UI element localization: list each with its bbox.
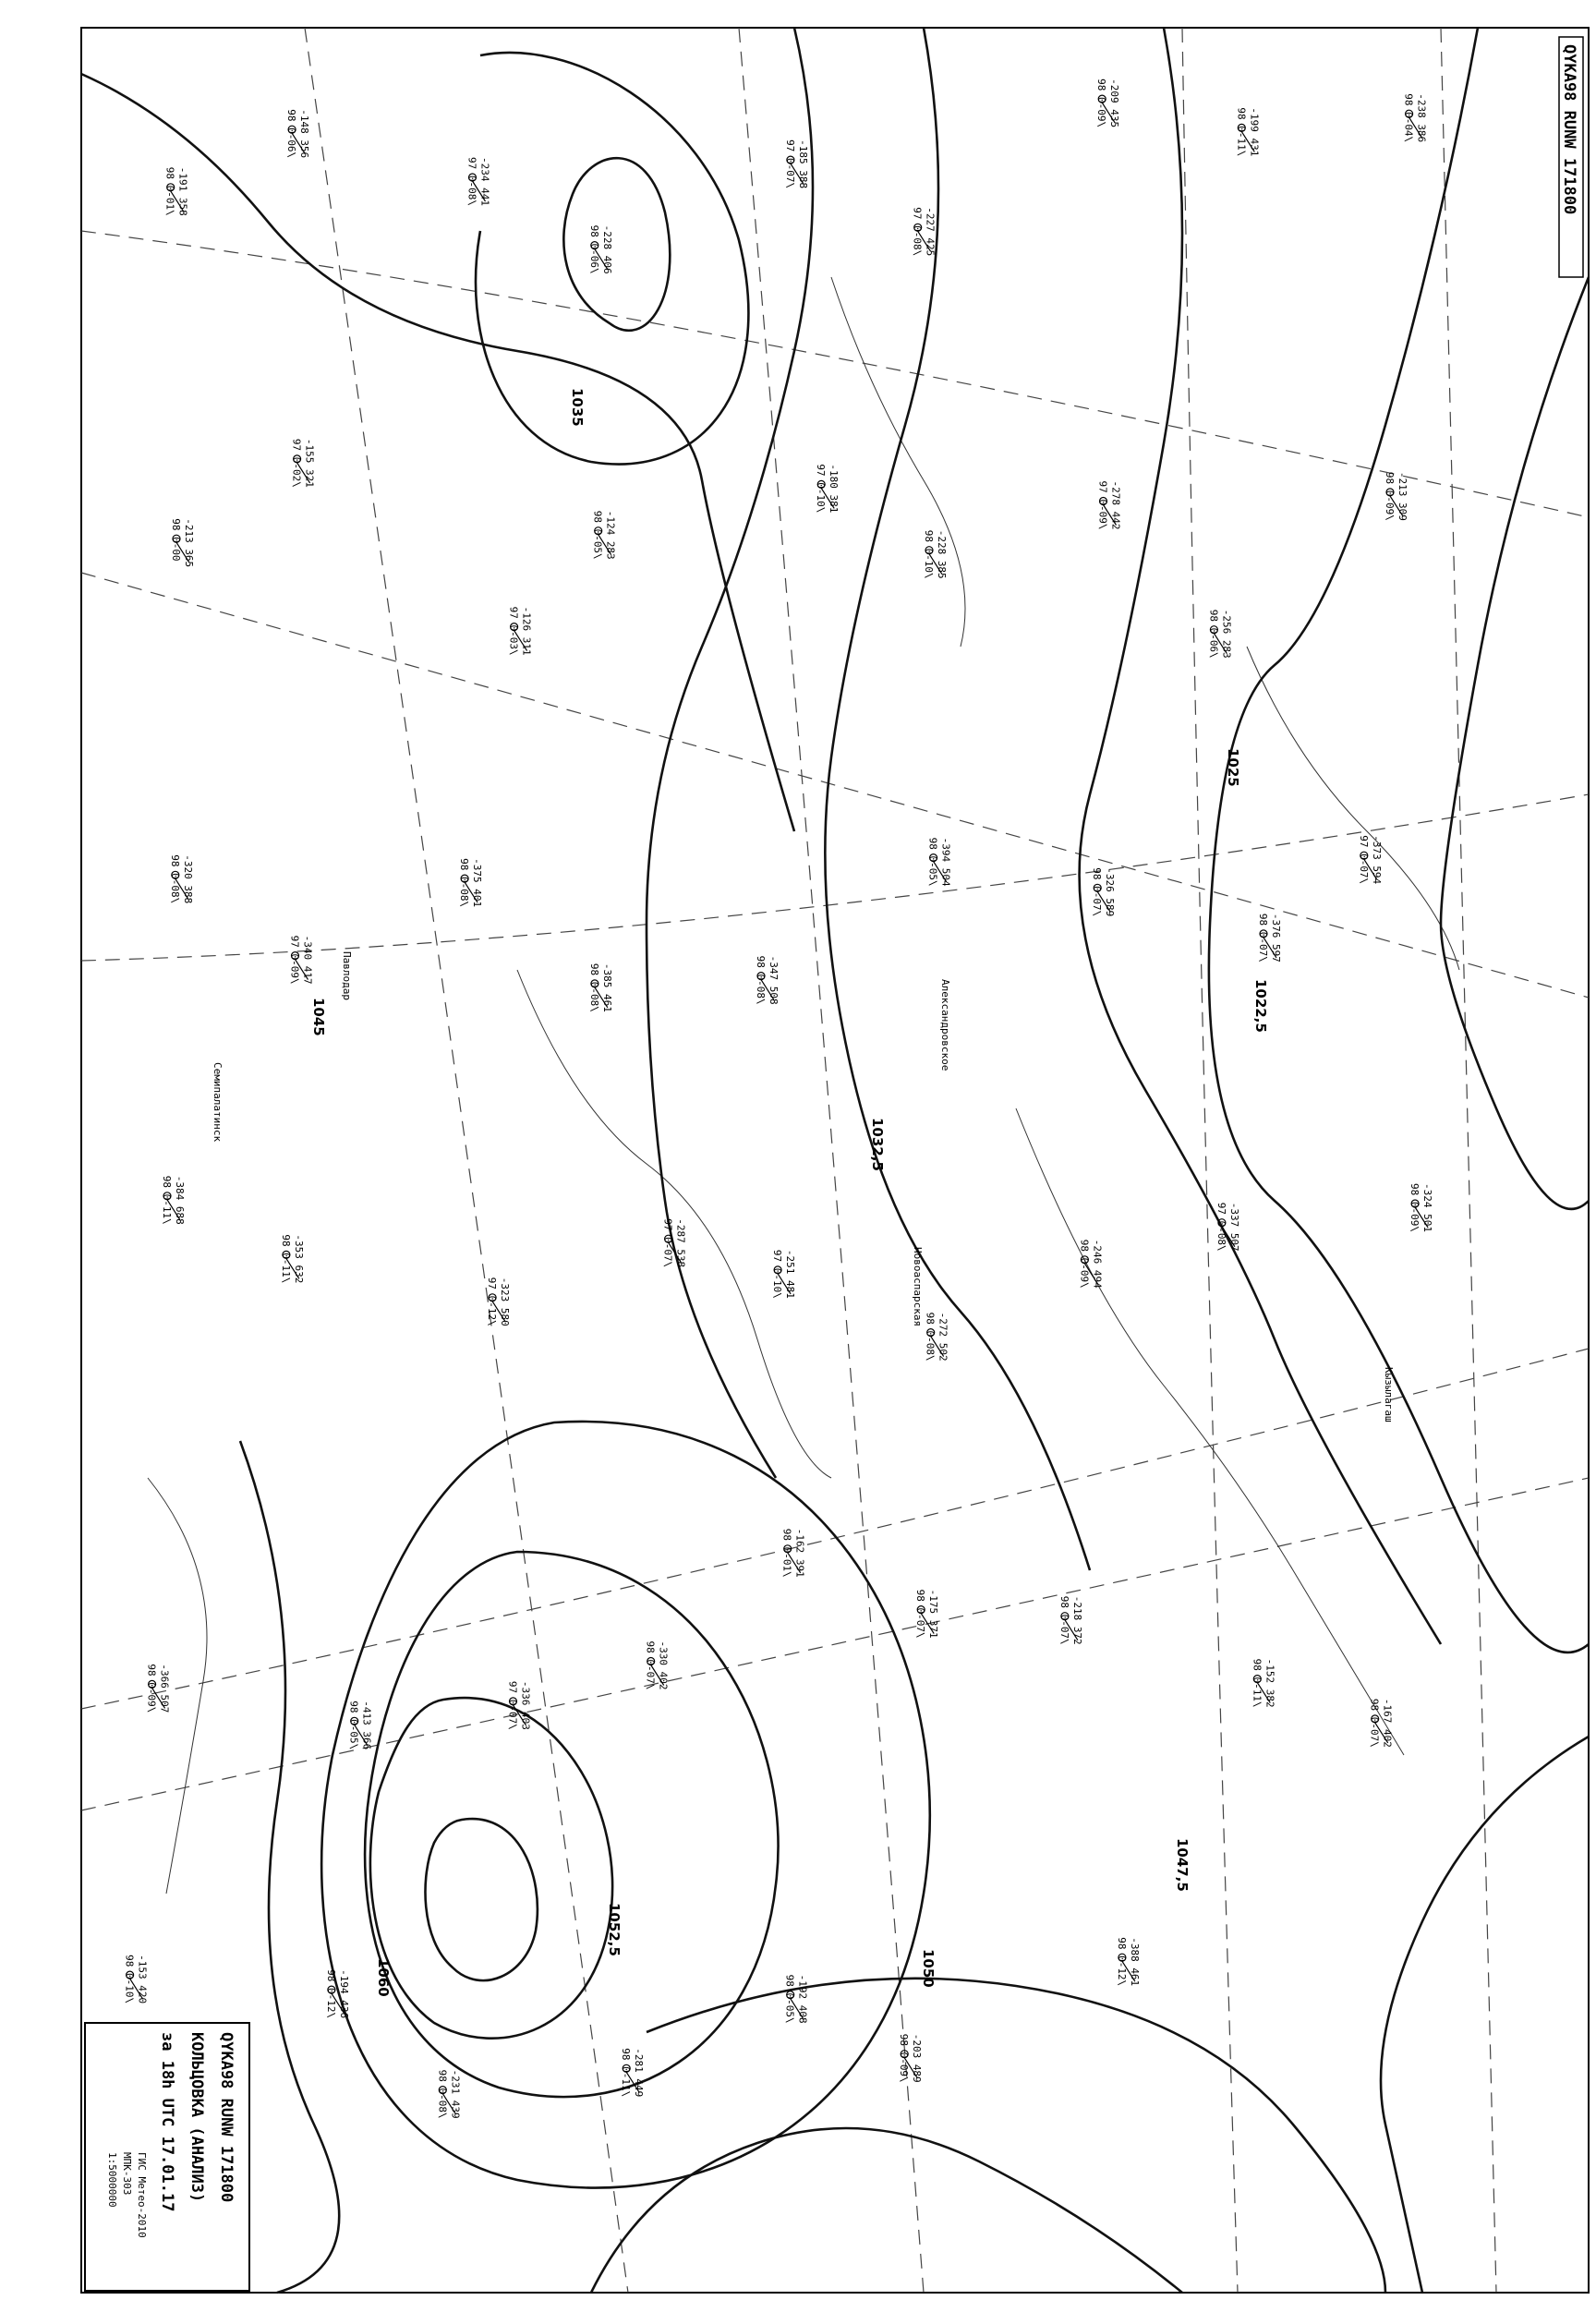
station-plot xyxy=(1251,1659,1276,1708)
place-name: Семипалатинск xyxy=(212,1062,224,1143)
station-state: 98 0-12\ xyxy=(1115,1937,1128,1987)
station-state: 97 0-10\ xyxy=(771,1249,784,1299)
station-temp-pressure: -337 507 xyxy=(1227,1202,1240,1252)
station-state: 98 0-12\ xyxy=(324,1969,337,2019)
station-state: 98 0-00 xyxy=(170,518,182,562)
legend-product: КОЛЬЦОВКА (АНАЛИЗ) xyxy=(187,2032,206,2203)
station-plot xyxy=(1078,1240,1103,1289)
station-temp-pressure: -413 366 xyxy=(360,1701,373,1750)
station-temp-pressure: -281 449 xyxy=(633,2048,646,2098)
legend-valid-time: за 18h UTC 17.01.17 xyxy=(158,2032,176,2212)
station-temp-pressure: -388 461 xyxy=(1128,1937,1141,1987)
station-state: 98 0-05\ xyxy=(591,510,604,560)
legend-box xyxy=(85,2023,249,2291)
station-state: 97 0-09\ xyxy=(1096,480,1109,530)
station-plot xyxy=(1091,867,1116,916)
station-state: 97 0-07\ xyxy=(783,139,796,189)
isobar-label: 1025 xyxy=(1225,748,1241,787)
station-temp-pressure: -385 461 xyxy=(600,962,613,1012)
station-plot xyxy=(784,139,809,188)
station-temp-pressure: -384 688 xyxy=(174,1175,186,1225)
isobar-label: 1032,5 xyxy=(869,1118,886,1171)
station-plot xyxy=(1207,610,1232,659)
station-temp-pressure: -238 386 xyxy=(1415,93,1428,143)
station-state: 98 0-11\ xyxy=(1251,1658,1264,1708)
station-plot xyxy=(592,511,617,560)
station-plot xyxy=(784,1975,809,2024)
station-temp-pressure: -323 580 xyxy=(499,1277,512,1326)
isobar-label: 1052,5 xyxy=(606,1903,623,1956)
station-plot xyxy=(1403,93,1428,142)
station-temp-pressure: -234 441 xyxy=(478,157,491,206)
station-plot xyxy=(169,854,194,903)
isobar-label: 1022,5 xyxy=(1252,979,1269,1033)
station-plot xyxy=(815,464,840,513)
station-state: 98 0-07\ xyxy=(1257,913,1269,962)
station-plot xyxy=(348,1701,373,1749)
station-state: 98 0-05\ xyxy=(783,1974,796,2024)
station-state: 98 0-11\ xyxy=(279,1234,292,1284)
station-plot xyxy=(662,1218,687,1267)
station-plot xyxy=(161,1176,186,1225)
station-state: 98 0-04\ xyxy=(1402,93,1415,143)
station-plot xyxy=(170,518,195,567)
station-state: 98 0-05\ xyxy=(926,837,939,887)
station-plot xyxy=(124,1955,149,2003)
station-plot xyxy=(925,1313,949,1362)
station-temp-pressure: -162 391 xyxy=(793,1528,806,1578)
station-temp-pressure: -231 439 xyxy=(449,2069,462,2119)
station-state: 98 0-08\ xyxy=(924,1312,937,1362)
isobar-label: 1047,5 xyxy=(1174,1838,1191,1892)
station-plot xyxy=(1215,1203,1240,1252)
station-state: 97 0-08\ xyxy=(466,157,478,206)
station-temp-pressure: -324 501 xyxy=(1421,1183,1434,1232)
station-state: 98 0-09\ xyxy=(1384,471,1396,521)
station-state: 98 0-11\ xyxy=(1235,107,1248,157)
station-state: 98 0-01\ xyxy=(163,166,176,216)
station-plot xyxy=(507,1681,532,1730)
station-plot xyxy=(588,225,613,274)
station-state: 98 0-09\ xyxy=(1095,79,1108,128)
station-state: 98 0-09\ xyxy=(145,1664,158,1713)
station-temp-pressure: -124 283 xyxy=(604,510,617,560)
station-plot xyxy=(1097,481,1122,530)
station-plot xyxy=(285,109,310,158)
station-state: 98 0-07\ xyxy=(1368,1698,1381,1748)
isobar-label: 1050 xyxy=(920,1949,937,1988)
station-temp-pressure: -180 381 xyxy=(828,464,840,514)
station-temp-pressure: -203 489 xyxy=(911,2033,924,2083)
station-plot xyxy=(1257,914,1282,962)
station-state: 97 0-08\ xyxy=(911,207,924,257)
station-plot xyxy=(289,936,314,985)
station-state: 98 0-06\ xyxy=(587,224,600,274)
station-temp-pressure: -373 594 xyxy=(1370,835,1383,885)
station-temp-pressure: -336 403 xyxy=(519,1680,532,1730)
station-state: 98 0-11\ xyxy=(161,1175,173,1225)
station-state: 98 0-05\ xyxy=(347,1701,360,1750)
station-state: 98 0-01\ xyxy=(780,1528,793,1578)
station-temp-pressure: -227 425 xyxy=(924,207,937,257)
station-temp-pressure: -376 597 xyxy=(1270,913,1282,962)
station-temp-pressure: -353 632 xyxy=(292,1234,305,1284)
station-temp-pressure: -199 431 xyxy=(1248,107,1261,157)
station-plot xyxy=(436,2070,461,2119)
station-plot xyxy=(898,2034,923,2083)
station-temp-pressure: -218 372 xyxy=(1070,1595,1083,1645)
station-temp-pressure: -209 435 xyxy=(1108,79,1121,128)
station-state: 98 0-11\ xyxy=(620,2048,633,2098)
station-temp-pressure: -213 365 xyxy=(183,518,195,568)
station-temp-pressure: -366 507 xyxy=(158,1664,171,1713)
station-temp-pressure: -155 321 xyxy=(303,438,316,488)
station-state: 98 0-07\ xyxy=(914,1589,927,1639)
station-state: 97 0-07\ xyxy=(506,1680,519,1730)
station-plot xyxy=(771,1250,796,1299)
station-plot xyxy=(1369,1699,1394,1748)
station-state: 98 0-07\ xyxy=(1058,1595,1070,1645)
station-temp-pressure: -340 417 xyxy=(301,935,314,985)
station-state: 97 0-10\ xyxy=(815,464,828,514)
station-plot xyxy=(588,963,613,1012)
isobar-label: 1045 xyxy=(310,998,327,1036)
legend-scale: 1:5000000 xyxy=(106,2152,118,2208)
station-temp-pressure: -272 502 xyxy=(937,1312,949,1362)
station-temp-pressure: -213 309 xyxy=(1396,471,1409,521)
station-plot xyxy=(325,1969,350,2018)
station-state: 97 0-02\ xyxy=(290,438,303,488)
station-state: 98 0-06\ xyxy=(285,109,298,159)
station-state: 98 0-08\ xyxy=(168,854,181,904)
station-plot xyxy=(781,1529,806,1578)
station-plot xyxy=(912,207,937,256)
station-temp-pressure: -191 358 xyxy=(176,166,189,216)
station-plot xyxy=(914,1590,939,1639)
station-state: 97 0-07\ xyxy=(1357,835,1370,885)
station-plot xyxy=(486,1277,511,1326)
station-state: 97 0-12\ xyxy=(486,1277,499,1326)
station-temp-pressure: -251 481 xyxy=(784,1249,797,1299)
station-state: 98 0-06\ xyxy=(1207,609,1220,659)
station-temp-pressure: -175 371 xyxy=(927,1589,940,1639)
station-temp-pressure: -320 388 xyxy=(181,854,194,904)
station-state: 98 0-10\ xyxy=(923,529,935,579)
station-plot xyxy=(164,167,189,216)
isobar-label: 1060 xyxy=(375,1958,392,1997)
station-temp-pressure: -326 589 xyxy=(1104,867,1117,917)
station-state: 98 0-07\ xyxy=(644,1640,657,1690)
station-state: 98 0-09\ xyxy=(1409,1183,1421,1232)
station-plot xyxy=(146,1664,171,1713)
station-state: 98 0-07\ xyxy=(1091,867,1104,917)
station-plot xyxy=(1116,1937,1141,1986)
station-state: 98 0-09\ xyxy=(898,2033,911,2083)
station-temp-pressure: -167 402 xyxy=(1381,1698,1394,1748)
station-temp-pressure: -148 356 xyxy=(298,109,311,159)
station-temp-pressure: -194 436 xyxy=(337,1969,350,2019)
station-plot xyxy=(1409,1183,1433,1232)
station-plot xyxy=(923,530,948,579)
station-plot xyxy=(1384,472,1409,521)
station-plot xyxy=(1095,79,1120,127)
station-state: 98 0-08\ xyxy=(436,2069,449,2119)
station-temp-pressure: -152 382 xyxy=(1264,1658,1276,1708)
legend-org: ГИС Метео-2010 xyxy=(136,2152,148,2238)
place-name: Павлодар xyxy=(341,951,353,1000)
station-temp-pressure: -192 408 xyxy=(796,1974,809,2024)
station-plot xyxy=(1235,107,1260,156)
station-plot xyxy=(458,858,483,907)
station-state: 97 0-08\ xyxy=(1215,1202,1227,1252)
place-name: Новоаспарская xyxy=(912,1247,924,1327)
station-state: 97 0-09\ xyxy=(288,935,301,985)
station-plot xyxy=(755,956,780,1005)
header-code-run: QYKA98 RUNW 171800 xyxy=(1560,44,1578,215)
legend-proj: МПК-303 xyxy=(121,2152,133,2196)
station-plot xyxy=(466,157,491,206)
station-state: 98 0-09\ xyxy=(1078,1239,1091,1289)
station-temp-pressure: -330 402 xyxy=(657,1640,670,1690)
station-temp-pressure: -375 401 xyxy=(471,858,484,908)
isobar-label: 1035 xyxy=(569,388,586,427)
station-temp-pressure: -246 494 xyxy=(1091,1239,1104,1289)
station-state: 98 0-10\ xyxy=(123,1955,136,2004)
station-temp-pressure: -394 504 xyxy=(939,837,952,887)
header-box xyxy=(1559,37,1583,277)
station-plot xyxy=(1358,835,1383,884)
station-temp-pressure: -287 538 xyxy=(674,1218,687,1268)
station-state: 97 0-03\ xyxy=(507,606,520,656)
station-plot xyxy=(508,607,533,656)
station-temp-pressure: -126 311 xyxy=(520,606,533,656)
place-name: Александровское xyxy=(939,979,951,1071)
station-plot xyxy=(291,439,316,488)
station-temp-pressure: -278 442 xyxy=(1109,480,1122,530)
station-temp-pressure: -185 388 xyxy=(796,139,809,189)
station-state: 97 0-07\ xyxy=(661,1218,674,1268)
station-state: 98 0-08\ xyxy=(458,858,471,908)
station-temp-pressure: -153 420 xyxy=(136,1955,149,2004)
station-temp-pressure: -228 406 xyxy=(600,224,613,274)
station-temp-pressure: -256 283 xyxy=(1220,609,1233,659)
station-state: 98 0-08\ xyxy=(587,962,600,1012)
station-plot xyxy=(280,1234,305,1283)
station-temp-pressure: -347 508 xyxy=(768,955,780,1005)
station-state: 98 0-08\ xyxy=(755,955,767,1005)
station-plot xyxy=(620,2048,645,2097)
station-plot xyxy=(1058,1596,1083,1645)
legend-code-run: QYKA98 RUNW 171800 xyxy=(217,2032,236,2203)
station-temp-pressure: -228 385 xyxy=(936,529,948,579)
station-plot xyxy=(645,1641,670,1690)
place-name: Кызылагаш xyxy=(1383,1367,1395,1422)
station-plot xyxy=(927,838,952,887)
